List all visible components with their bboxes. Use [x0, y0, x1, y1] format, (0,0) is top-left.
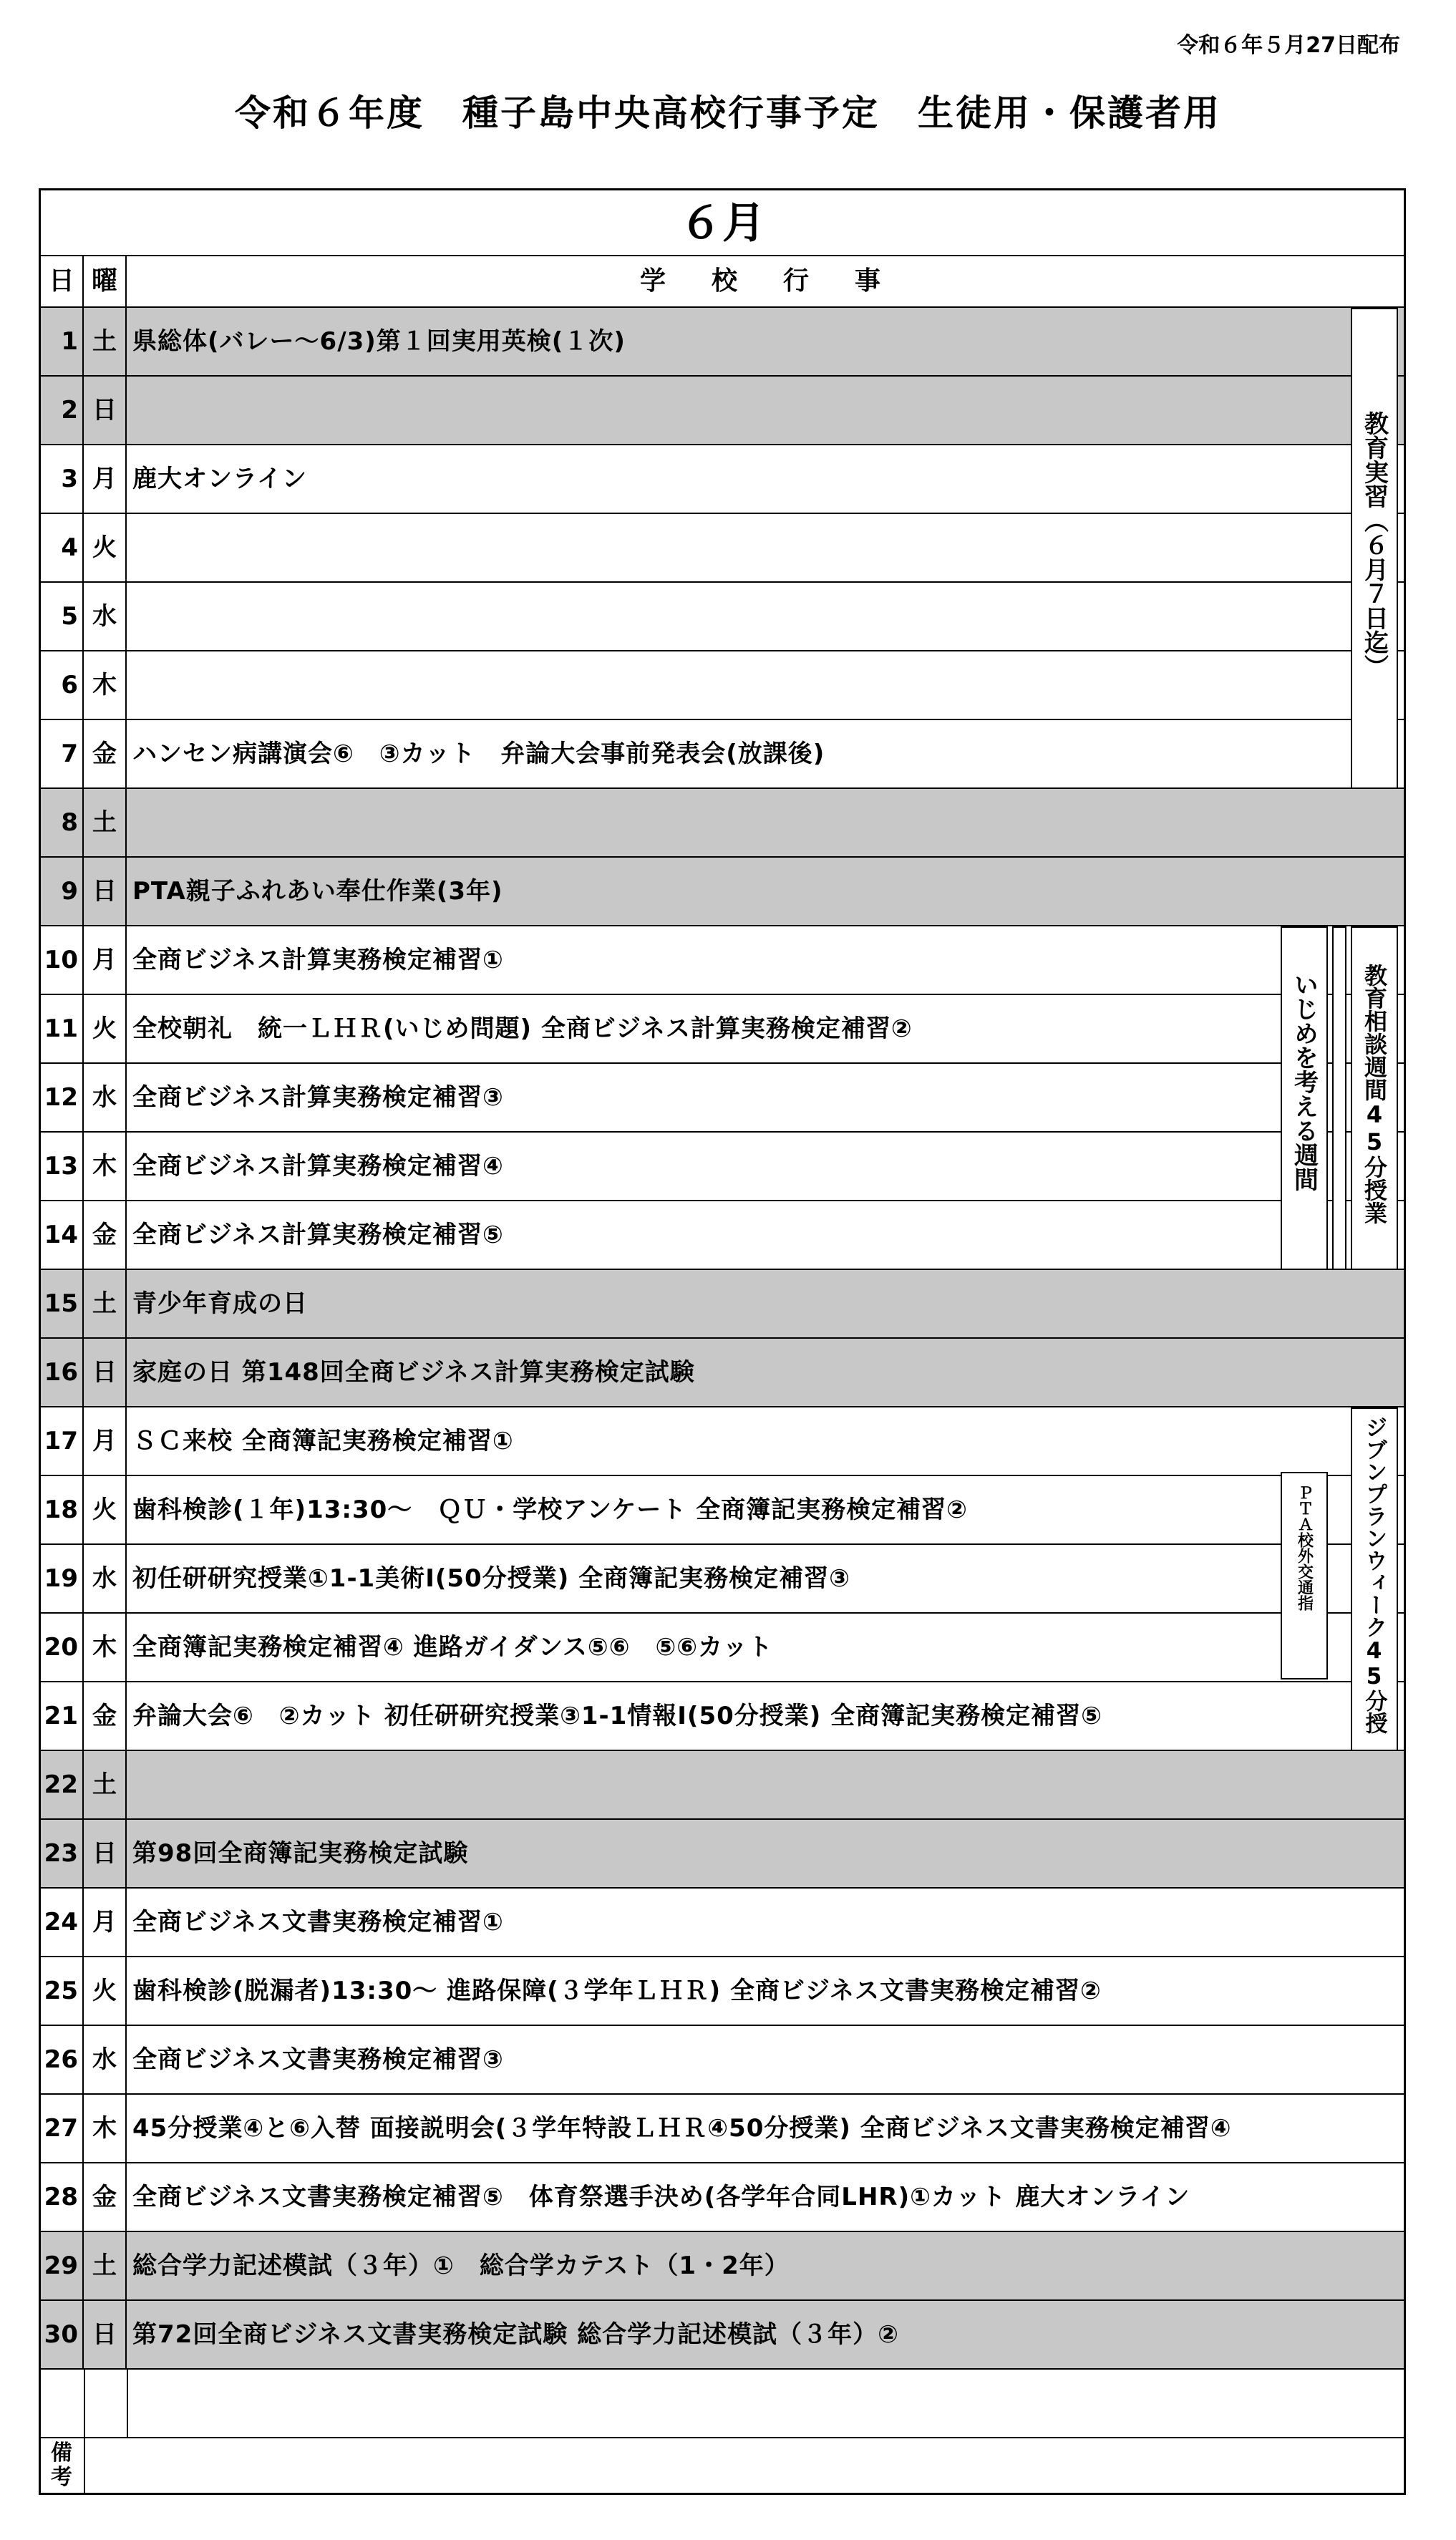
row-day: 20	[41, 1614, 84, 1681]
row-event: 全商ビジネス文書実務検定補習③	[132, 2045, 504, 2074]
row-weekday: 土	[84, 789, 127, 856]
row-event: 鹿大オンライン	[132, 465, 307, 493]
schedule-row	[41, 1614, 1404, 1682]
row-day: 10	[41, 926, 84, 994]
row-event: 全商ビジネス計算実務検定補習③	[132, 1083, 504, 1112]
row-event: 全校朝礼 統一ＬＨＲ(いじめ問題) 全商ビジネス計算実務検定補習②	[132, 1014, 913, 1043]
row-weekday: 土	[84, 308, 127, 375]
row-day: 12	[41, 1064, 84, 1131]
row-weekday: 土	[84, 2232, 127, 2299]
period-pta: ＰＴＡ校外交通指	[1281, 1472, 1328, 1679]
row-weekday: 水	[84, 2026, 127, 2093]
schedule-row	[41, 1064, 1404, 1133]
row-weekday: 月	[84, 1407, 127, 1475]
schedule-row	[41, 1820, 1404, 1889]
row-day: 5	[41, 583, 84, 650]
row-weekday: 木	[84, 651, 127, 719]
row-event: PTA親子ふれあい奉仕作業(3年)	[132, 877, 503, 906]
row-event: 県総体(バレー～6/3)第１回実用英検(１次)	[132, 327, 626, 356]
row-day: 4	[41, 514, 84, 581]
row-day: 27	[41, 2095, 84, 2162]
row-event: 45分授業④と⑥入替 面接説明会(３学年特設ＬＨＲ④50分授業) 全商ビジネス文書実務検定補習④	[132, 2114, 1232, 2143]
schedule-row	[41, 995, 1404, 1064]
month-heading: ６月	[41, 190, 1404, 256]
row-event: 全商ビジネス計算実務検定補習④	[132, 1152, 504, 1181]
row-weekday: 火	[84, 1957, 127, 2025]
row-day: 30	[41, 2301, 84, 2368]
schedule-row	[41, 1201, 1404, 1270]
row-event: 家庭の日 第148回全商ビジネス計算実務検定試験	[132, 1358, 695, 1387]
row-event: 青少年育成の日	[132, 1289, 308, 1318]
schedule-row	[41, 1682, 1404, 1751]
row-event: 弁論大会⑥ ②カット 初任研研究授業③1-1情報Ⅰ(50分授業) 全商簿記実務検定補習⑤	[132, 1702, 1102, 1730]
period-kyoiku-jisshu: 教育実習（６月７日迄）	[1351, 308, 1398, 789]
schedule-row	[41, 720, 1404, 789]
row-weekday: 日	[84, 2301, 127, 2368]
schedule-row	[41, 514, 1404, 583]
row-weekday: 月	[84, 445, 127, 513]
row-event: ＳＣ来校 全商簿記実務検定補習①	[132, 1427, 514, 1455]
page-title: 令和６年度 種子島中央高校行事予定 生徒用・保護者用	[235, 92, 1221, 134]
row-day: 11	[41, 995, 84, 1062]
row-day: 16	[41, 1339, 84, 1406]
row-weekday: 木	[84, 1133, 127, 1200]
row-day: 6	[41, 651, 84, 719]
schedule-row	[41, 2163, 1404, 2232]
row-weekday: 木	[84, 1614, 127, 1681]
row-event: 第72回全商ビジネス文書実務検定試験 総合学力記述模試（３年）②	[132, 2320, 899, 2349]
row-weekday: 土	[84, 1270, 127, 1337]
row-event: 全商ビジネス文書実務検定補習⑤ 体育祭選手決め(各学年合同LHR)①カット 鹿大オンライン	[132, 2183, 1190, 2211]
period-jibun: ジブンプランウィーク45分授	[1351, 1407, 1398, 1751]
schedule-row	[41, 1133, 1404, 1201]
row-weekday: 金	[84, 1201, 127, 1269]
row-event: 全商ビジネス文書実務検定補習①	[132, 1908, 504, 1936]
schedule-row	[41, 1751, 1404, 1820]
header-day: 日	[41, 256, 84, 308]
row-event: 歯科検診(脱漏者)13:30～ 進路保障(３学年ＬＨＲ) 全商ビジネス文書実務検定補習②	[132, 1977, 1102, 2005]
row-day: 8	[41, 789, 84, 856]
schedule-table	[39, 188, 1406, 2495]
row-weekday: 金	[84, 2163, 127, 2231]
schedule-row	[41, 2232, 1404, 2301]
row-day: 26	[41, 2026, 84, 2093]
row-weekday: 火	[84, 995, 127, 1062]
row-event: 全商簿記実務検定補習④ 進路ガイダンス⑤⑥ ⑤⑥カット	[132, 1633, 773, 1662]
row-day: 1	[41, 308, 84, 375]
row-day: 22	[41, 1751, 84, 1818]
row-day: 9	[41, 858, 84, 925]
row-day: 3	[41, 445, 84, 513]
distribution-date: 令和６年５月27日配布	[1177, 33, 1400, 58]
row-weekday: 水	[84, 1064, 127, 1131]
schedule-row	[41, 1957, 1404, 2026]
row-event: 総合学力記述模試（３年）① 総合学カテスト（1・2年）	[132, 2251, 790, 2280]
row-event: 歯科検診(１年)13:30～ ＱＵ・学校アンケート 全商簿記実務検定補習②	[132, 1496, 968, 1524]
row-weekday: 土	[84, 1751, 127, 1818]
row-day: 14	[41, 1201, 84, 1269]
row-weekday: 月	[84, 1889, 127, 1956]
notes-label: 備考	[51, 2440, 72, 2490]
schedule-row	[41, 1407, 1404, 1476]
row-day: 13	[41, 1133, 84, 1200]
row-day: 25	[41, 1957, 84, 2025]
row-weekday: 水	[84, 583, 127, 650]
row-weekday: 金	[84, 720, 127, 787]
header-weekday: 曜	[84, 256, 127, 308]
blank-row	[41, 2370, 1404, 2438]
schedule-row	[41, 1476, 1404, 1545]
row-weekday: 水	[84, 1545, 127, 1612]
schedule-row	[41, 858, 1404, 926]
row-day: 19	[41, 1545, 84, 1612]
row-day: 18	[41, 1476, 84, 1543]
row-weekday: 木	[84, 2095, 127, 2162]
row-weekday: 日	[84, 1820, 127, 1887]
row-day: 23	[41, 1820, 84, 1887]
schedule-row	[41, 926, 1404, 995]
schedule-row	[41, 2095, 1404, 2163]
period-sodan: 教育相談週間45分授業	[1351, 926, 1398, 1270]
schedule-row	[41, 2301, 1404, 2370]
row-weekday: 日	[84, 1339, 127, 1406]
row-weekday: 日	[84, 377, 127, 444]
row-event: ハンセン病講演会⑥ ③カット 弁論大会事前発表会(放課後)	[132, 740, 825, 768]
notes-row	[41, 2438, 1404, 2493]
row-day: 17	[41, 1407, 84, 1475]
schedule-row	[41, 1545, 1404, 1614]
row-day: 7	[41, 720, 84, 787]
schedule-row	[41, 2026, 1404, 2095]
row-event: 全商ビジネス計算実務検定補習①	[132, 946, 504, 974]
schedule-row	[41, 583, 1404, 651]
row-day: 15	[41, 1270, 84, 1337]
schedule-row	[41, 1270, 1404, 1339]
row-day: 21	[41, 1682, 84, 1750]
schedule-row	[41, 1889, 1404, 1957]
row-event: 第98回全商簿記実務検定試験	[132, 1839, 469, 1868]
schedule-row	[41, 308, 1404, 377]
row-event: 全商ビジネス計算実務検定補習⑤	[132, 1221, 504, 1249]
row-weekday: 火	[84, 1476, 127, 1543]
row-weekday: 月	[84, 926, 127, 994]
row-day: 28	[41, 2163, 84, 2231]
schedule-row	[41, 651, 1404, 720]
row-weekday: 日	[84, 858, 127, 925]
period-divider	[1332, 926, 1346, 1270]
row-day: 24	[41, 1889, 84, 1956]
schedule-row	[41, 789, 1404, 858]
row-weekday: 火	[84, 514, 127, 581]
schedule-row	[41, 445, 1404, 514]
schedule-row	[41, 1339, 1404, 1407]
schedule-row	[41, 377, 1404, 445]
row-weekday: 金	[84, 1682, 127, 1750]
header-events: 学 校 行 事	[127, 256, 1404, 308]
row-day: 29	[41, 2232, 84, 2299]
row-event: 初任研研究授業①1-1美術Ⅰ(50分授業) 全商簿記実務検定補習③	[132, 1564, 850, 1593]
period-ijime: いじめを考える週間	[1281, 926, 1328, 1270]
row-day: 2	[41, 377, 84, 444]
